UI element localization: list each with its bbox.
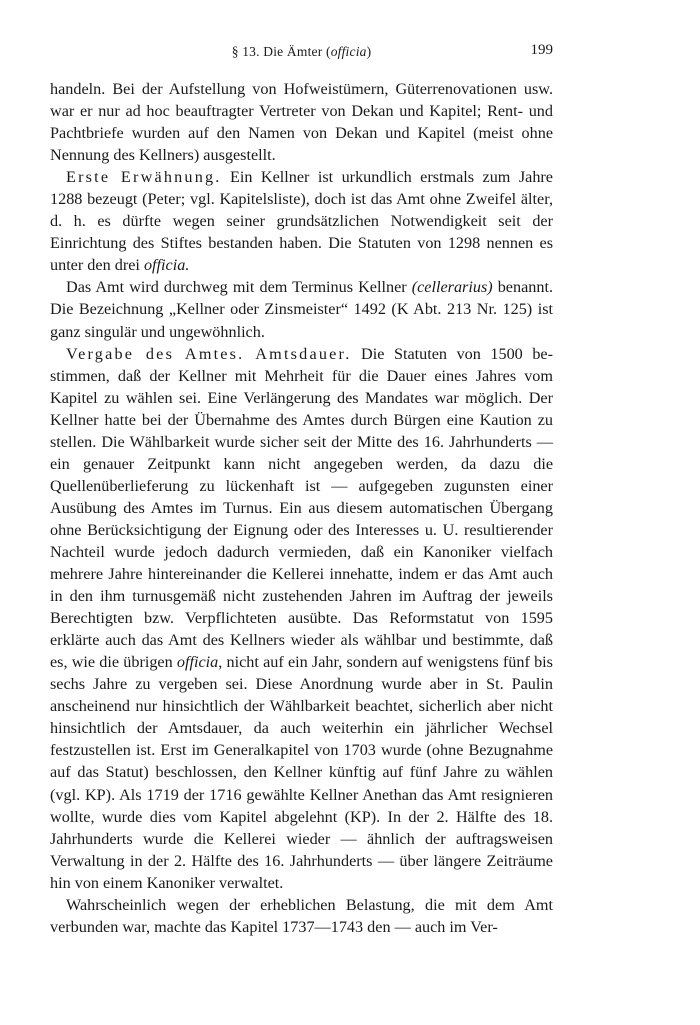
- paragraph-3-text-b: benannt. Die Bezeichnung „Kellner oder Zinsmeister“ 1492 (K Abt. 213 Nr. 125) ist ganz singulär und ungewöhnlich.: [50, 278, 553, 341]
- paragraph-2-italic: officia.: [143, 256, 190, 275]
- paragraph-3-italic: (cellerarius): [411, 278, 493, 297]
- paragraph-2-heading: Erste Erwähnung.: [66, 168, 222, 187]
- paragraph-5: Wahrscheinlich wegen der erheblichen Belastung, die mit dem Amt verbunden war, machte das Kapitel 1737—1743 den — auch im Ver-: [50, 895, 553, 936]
- paragraph-4: [50, 343, 553, 894]
- paragraph-4-text-a: Die Statuten von 1500 bestimmen, daß der Kellner mit Mehrheit für die Dauer eines Jahres vom Kapitel zu wählen sei. Eine Verlängerung des Mandates war möglich. Der Kellner hatte bei der Übernahme des Amtes durch Bürgen eine Kaution zu stellen. Die Wählbarkeit wurde sicher seit der Mitte des 16. Jahrhunderts — ein genauer Zeitpunkt kann nicht angegeben werden, da dazu die Quellenüberlieferung zu lückenhaft ist — aufgegeben zugunsten einer Ausübung des Amtes im Turnus. Ein aus diesem automatischen Übergang ohne Berücksichtigung der Eignung oder des Interesses u. U. resultierender Nachteil wurde jedoch dadurch vermieden, daß ein Kanoniker vielfach mehrere Jahre hintereinander die Kellerei innehatte, indem er das Amt auch in den ihm turnusgemäß nicht zustehenden Jahren im Auftrag der jeweils Berechtigten bzw. Verpflichteten ausübte. Das Reformstatut von 1595 erklärte auch das Amt des Kellners wieder als wählbar und bestimmte, daß es, wie die übrigen: [50, 344, 553, 672]
- paragraph-2-text: Ein Kellner ist urkundlich erstmals zum Jahre 1288 bezeugt (Peter; vgl. Kapitelsliste), doch ist das Amt ohne Zweifel älter, d. h. es dürfte wegen seiner grundsätzlichen Notwendigkeit seit der Einrichtung des Stiftes bestanden haben. Die Statuten von 1298 nennen es unter den drei: [50, 168, 553, 275]
- running-header: [50, 42, 553, 66]
- document-page: [50, 42, 553, 938]
- section-title-text: § 13. Die Ämter (: [231, 44, 331, 59]
- paragraph-3-text-a: Das Amt wird durchweg mit dem Terminus Kellner: [66, 278, 412, 297]
- paragraph-2: [50, 166, 553, 276]
- paragraph-3: [50, 276, 553, 342]
- paragraph-4-italic: officia: [176, 653, 219, 672]
- section-title-italic: officia: [330, 44, 367, 59]
- section-title-end: ): [366, 44, 372, 59]
- paragraph-4-heading: Vergabe des Amtes. Amtsdauer.: [66, 344, 352, 363]
- page-number: 199: [530, 42, 553, 58]
- paragraph-1: handeln. Bei der Aufstellung von Hofweistümern, Güterrenovationen usw. war er nur ad hoc beauftragter Vertreter von Dekan und Kapitel; Rent- und Pachtbriefe wurden auf den Namen von Dekan und Kapitel (meist ohne Nennung des Kellners) ausgestellt.: [50, 80, 553, 165]
- section-title: [50, 44, 553, 60]
- paragraph-4-text-b: , nicht auf ein Jahr, sondern auf wenigstens fünf bis sechs Jahre zu vergeben sei. Diese Anordnung wurde aber in St. Paulin anscheinend nur hinsichtlich der Wählbarkeit beachtet, sicherlich aber nicht hinsichtlich der Amtsdauer, da auch weiterhin ein jährlicher Wechsel festzustellen ist. Erst im Generalkapitel von 1703 wurde (ohne Bezugnahme auf das Statut) beschlossen, den Kellner künftig auf fünf Jahre zu wählen (vgl. KP). Als 1719 der 1716 gewählte Kellner Anethan das Amt resignieren wollte, wurde dies vom Kapitel abgelehnt (KP). In der 2. Hälfte des 18. Jahrhunderts wurde die Kellerei wieder — ähnlich der auftragsweisen Verwaltung in der 2. Hälfte des 16. Jahrhunderts — über längere Zeiträume hin von einem Kanoniker verwaltet.: [50, 653, 553, 892]
